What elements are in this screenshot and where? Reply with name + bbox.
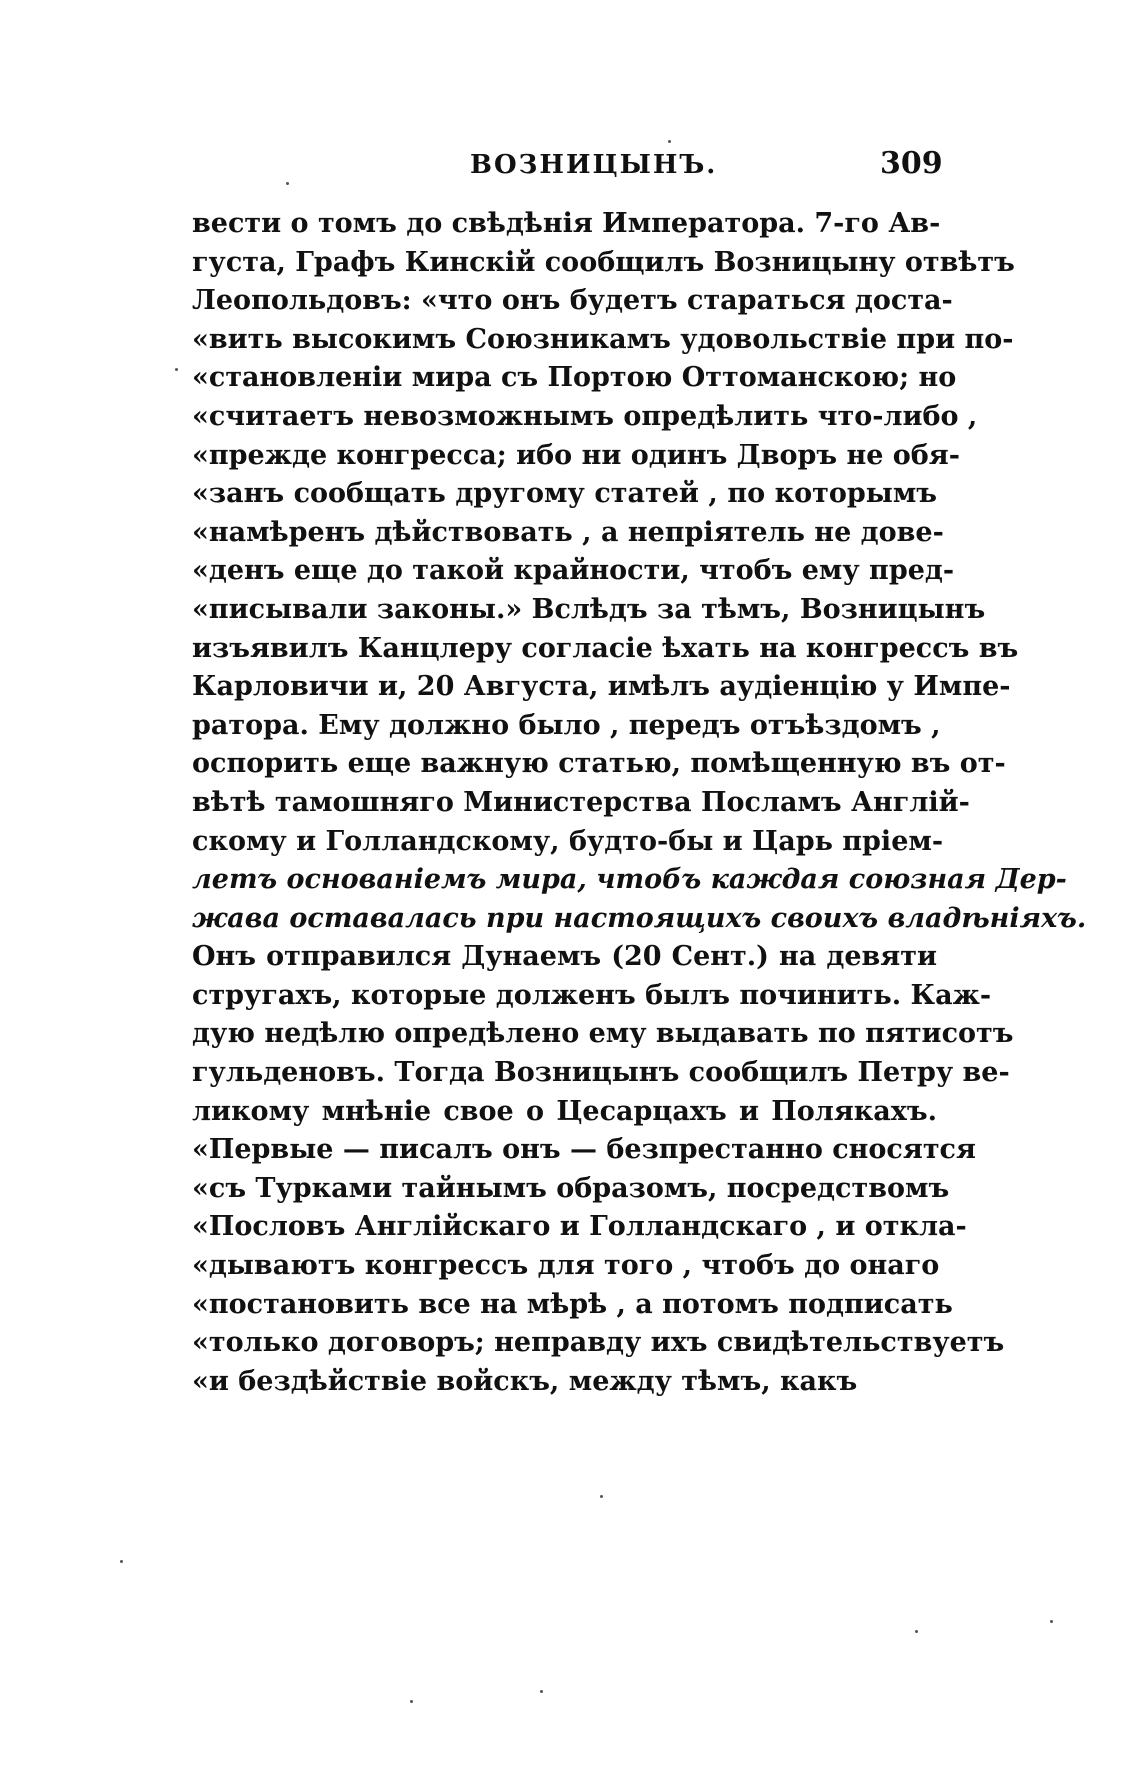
page-header bbox=[0, 146, 1140, 194]
scan-speck bbox=[1050, 1620, 1053, 1623]
scan-speck bbox=[600, 1495, 603, 1498]
text-line-italic: жава оставалась при настоящихъ своихъ владѣніяхъ. bbox=[192, 902, 1087, 934]
text-line: «прежде конгресса; ибо ни одинъ Дворъ не обя- bbox=[192, 439, 960, 471]
text-line: «Первые — писалъ онъ — безпрестанно сносятся bbox=[192, 1134, 976, 1166]
scan-speck bbox=[540, 1690, 543, 1693]
text-line: «только договоръ; неправду ихъ свидѣтельствуетъ bbox=[192, 1327, 1005, 1359]
text-line: оспорить еще важную статью, помѣщенную въ от- bbox=[192, 748, 1006, 780]
scan-speck bbox=[410, 1700, 413, 1703]
body-text bbox=[192, 205, 1087, 1401]
text-line: «денъ еще до такой крайности, чтобъ ему пред- bbox=[192, 555, 955, 587]
text-line: «и бездѣйствіе войскъ, между тѣмъ, какъ bbox=[192, 1365, 858, 1397]
scan-speck bbox=[120, 1560, 123, 1563]
text-line: «Пословъ Англійскаго и Голландскаго , и откла- bbox=[192, 1211, 967, 1243]
text-line: густа, Графъ Кинскій сообщилъ Возницыну отвѣтъ bbox=[192, 246, 1015, 278]
running-head: ВОЗНИЦЫНЪ. bbox=[470, 150, 718, 180]
text-line: гульденовъ. Тогда Возницынъ сообщилъ Петру ве- bbox=[192, 1057, 1010, 1089]
text-line: «дываютъ конгрессъ для того , чтобъ до онаго bbox=[192, 1250, 940, 1282]
text-line: Леопольдовъ: «что онъ будетъ стараться доста- bbox=[192, 285, 953, 317]
text-line: вѣтѣ тамошняго Министерства Посламъ Англій- bbox=[192, 786, 970, 818]
text-line-italic: летъ основаніемъ мира, чтобъ каждая союзная Дер- bbox=[192, 864, 1067, 896]
text-line: «съ Турками тайнымъ образомъ, посредствомъ bbox=[192, 1172, 950, 1204]
text-line: «занъ сообщать другому статей , по которымъ bbox=[192, 478, 937, 510]
text-line: Карловичи и, 20 Августа, имѣлъ аудіенцію у Импе- bbox=[192, 671, 1011, 703]
text-line: ликому мнѣніе свое о Цесарцахъ и Полякахъ. bbox=[192, 1095, 937, 1127]
text-line: вести о томъ до свѣдѣнія Императора. 7-го Ав- bbox=[192, 208, 941, 239]
text-line: скому и Голландскому, будто-бы и Царь пріем- bbox=[192, 825, 944, 857]
scan-speck bbox=[286, 182, 289, 185]
text-line: Онъ отправился Дунаемъ (20 Сент.) на девяти bbox=[192, 941, 937, 973]
text-line: «постановить все на мѣрѣ , а потомъ подписать bbox=[192, 1288, 953, 1320]
text-line: «вить высокимъ Союзникамъ удовольствіе при по- bbox=[192, 323, 1014, 355]
text-line: изъявилъ Канцлеру согласіе ѣхать на конгрессъ въ bbox=[192, 632, 1019, 664]
scan-speck bbox=[175, 368, 178, 371]
text-line: «считаетъ невозможнымъ опредѣлить что-либо , bbox=[192, 400, 978, 432]
scan-speck bbox=[668, 140, 671, 143]
text-line: ратора. Ему должно было , передъ отъѣздомъ , bbox=[192, 709, 941, 741]
page-number: 309 bbox=[880, 146, 943, 181]
text-line: «намѣренъ дѣйствовать , а непріятель не дове- bbox=[192, 516, 944, 548]
scan-speck bbox=[915, 1630, 918, 1633]
text-line: «становленіи мира съ Портою Оттоманскою; но bbox=[192, 362, 957, 394]
text-line: «писывали законы.» Вслѣдъ за тѣмъ, Возницынъ bbox=[192, 593, 986, 625]
text-line: стругахъ, которые долженъ былъ починить. Каж- bbox=[192, 979, 992, 1011]
text-line: дую недѣлю опредѣлено ему выдавать по пятисотъ bbox=[192, 1018, 1014, 1050]
